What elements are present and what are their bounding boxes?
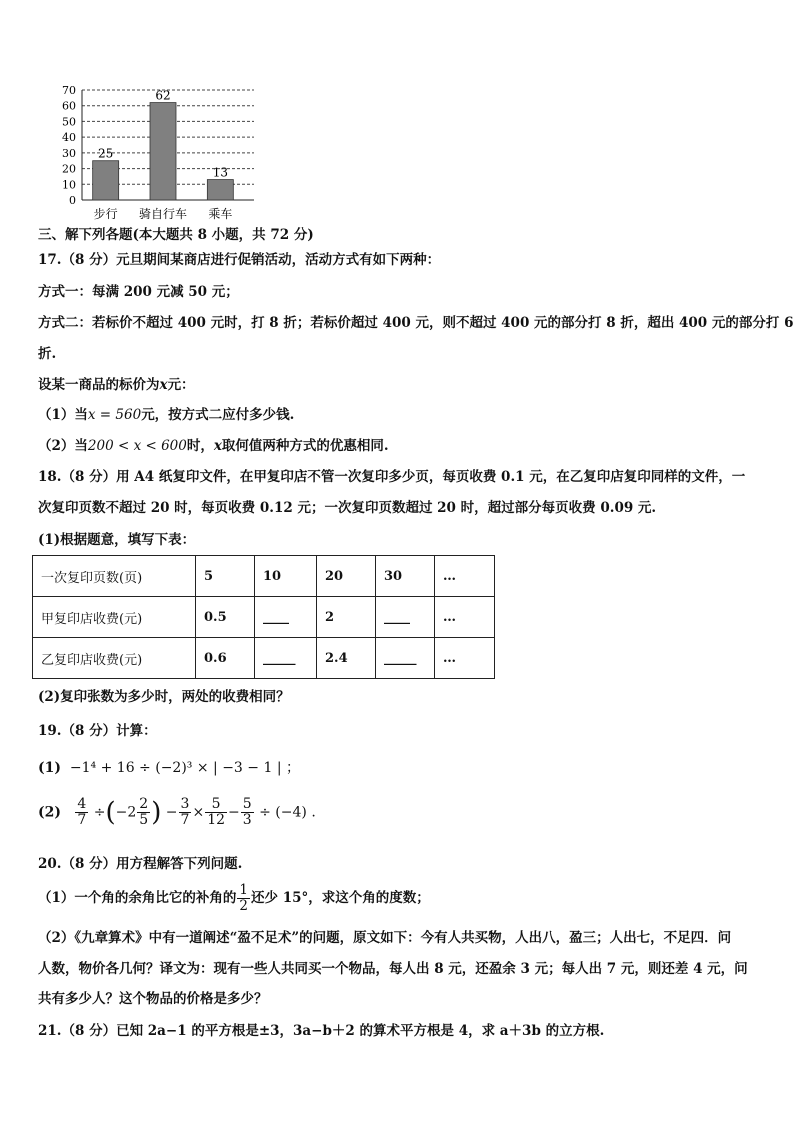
q19-heading: 19.（8 分）计算：	[38, 723, 157, 739]
section-3-heading: 三、解下列各题(本大题共 8 小题，共 72 分)	[38, 227, 314, 243]
q19-expression-2: (2) $\frac{4}{7}$ ÷(−2 $\frac{2}{5}$ ) − $\frac{3}{7}$ × $\frac{5}{12}$ − $\frac{5}{3}$ ÷ (−4) .	[38, 796, 316, 828]
q17-part1: （1）当x = 560元，按方式二应付多少钱.	[38, 407, 295, 423]
fraction: $\frac{4}{7}$	[77, 796, 87, 828]
q21-line: 21.（8 分）已知 2a−1 的平方根是±3，3a−b＋2 的算术平方根是 4，求 a＋3b 的立方根.	[38, 1023, 605, 1039]
fee-table	[32, 555, 495, 679]
bar	[150, 103, 176, 200]
q17-way2-line1: 方式二：若标价不超过 400 元时，打 8 折；若标价超过 400 元，则不超过 400 元的部分打 8 折，超出 400 元的部分打 6	[38, 315, 794, 331]
table-cell: _____	[376, 638, 435, 679]
table-cell: 20	[317, 556, 376, 597]
table-cell: 乙复印店收费(元)	[33, 638, 196, 679]
y-tick-label: 60	[62, 99, 76, 113]
q18-line1: 18.（8 分）用 A4 纸复印文件，在甲复印店不管一次复印多少页，每页收费 0.1 元，在乙复印店复印同样的文件，一	[38, 469, 746, 485]
q20-part2-line3: 共有多少人？这个物品的价格是多少？	[38, 991, 268, 1007]
fraction: $\frac{5}{3}$	[242, 796, 252, 828]
q17-setup: 设某一商品的标价为x元：	[38, 377, 195, 393]
table-cell: 30	[376, 556, 435, 597]
table-row	[33, 638, 495, 679]
table-cell: 2	[317, 597, 376, 638]
category-label: 骑自行车	[138, 207, 188, 221]
table-cell: 甲复印店收费(元)	[33, 597, 196, 638]
q17-part2: （2）当200 < x < 600时，x取何值两种方式的优惠相同.	[38, 438, 389, 454]
table-row	[33, 597, 495, 638]
q20-part2-line1: （2）《九章算术》中有一道阐述“盈不足术”的问题，原文如下：今有人共买物，人出八，盈三；人出七，不足四．问	[38, 930, 732, 946]
q17-heading: 17.（8 分）元旦期间某商店进行促销活动，活动方式有如下两种：	[38, 252, 441, 268]
y-tick-label: 70	[62, 84, 76, 97]
y-tick-label: 0	[69, 194, 76, 207]
table-cell: 10	[255, 556, 317, 597]
chart-bars	[93, 103, 234, 200]
q17-way1: 方式一：每满 200 元减 50 元；	[38, 284, 239, 300]
fraction: $\frac{1}{2}$	[239, 882, 248, 914]
y-tick-label: 20	[62, 162, 76, 176]
fraction: $\frac{5}{12}$	[207, 796, 226, 828]
bar	[93, 161, 119, 200]
table-cell: …	[435, 597, 495, 638]
fraction: $\frac{2}{5}$	[139, 796, 149, 828]
table-cell: ____	[255, 597, 317, 638]
bar-chart	[40, 80, 270, 225]
table-cell: 5	[196, 556, 255, 597]
variable-x: x	[159, 377, 168, 393]
table-cell: …	[435, 638, 495, 679]
table-cell: ____	[376, 597, 435, 638]
category-label: 步行	[93, 207, 118, 221]
fraction: $\frac{3}{7}$	[180, 796, 190, 828]
table-cell: …	[435, 556, 495, 597]
data-label: 62	[155, 88, 171, 103]
table-cell: 2.4	[317, 638, 376, 679]
q20-part2-line2: 人数，物价各几何？译文为：现有一些人共同买一个物品，每人出 8 元，还盈余 3 元；每人出 7 元，则还差 4 元，问	[38, 961, 748, 977]
y-tick-label: 30	[62, 146, 76, 160]
category-label: 乘车	[208, 207, 233, 221]
q19-expression-1: (1) −1⁴ + 16 ÷ (−2)³ × | −3 − 1 | ；	[38, 760, 300, 776]
table-cell: 0.6	[196, 638, 255, 679]
table-cell: 一次复印页数(页)	[33, 556, 196, 597]
data-label: 25	[98, 146, 114, 161]
bar	[207, 180, 233, 200]
q18-sub2: (2)复印张数为多少时，两处的收费相同？	[38, 689, 290, 705]
table-cell: 0.5	[196, 597, 255, 638]
table-cell: _____	[255, 638, 317, 679]
y-tick-label: 10	[62, 178, 76, 192]
q20-heading: 20.（8 分）用方程解答下列问题.	[38, 856, 243, 872]
q17-way2-line2: 折.	[38, 346, 57, 362]
table-row	[33, 556, 495, 597]
y-tick-label: 40	[62, 131, 76, 145]
q18-sub1: (1)根据题意，填写下表：	[38, 532, 196, 548]
y-tick-label: 50	[62, 115, 76, 129]
q20-part1: （1）一个角的余角比它的补角的 $\frac{1}{2}$ 还少 15°，求这个角的度数；	[38, 882, 430, 914]
q18-line2: 次复印页数不超过 20 时，每页收费 0.12 元；一次复印页数超过 20 时，超过部分每页收费 0.09 元.	[38, 500, 657, 516]
data-label: 13	[212, 165, 228, 180]
y-tick-labels	[62, 84, 76, 207]
x-category-labels	[94, 206, 233, 221]
